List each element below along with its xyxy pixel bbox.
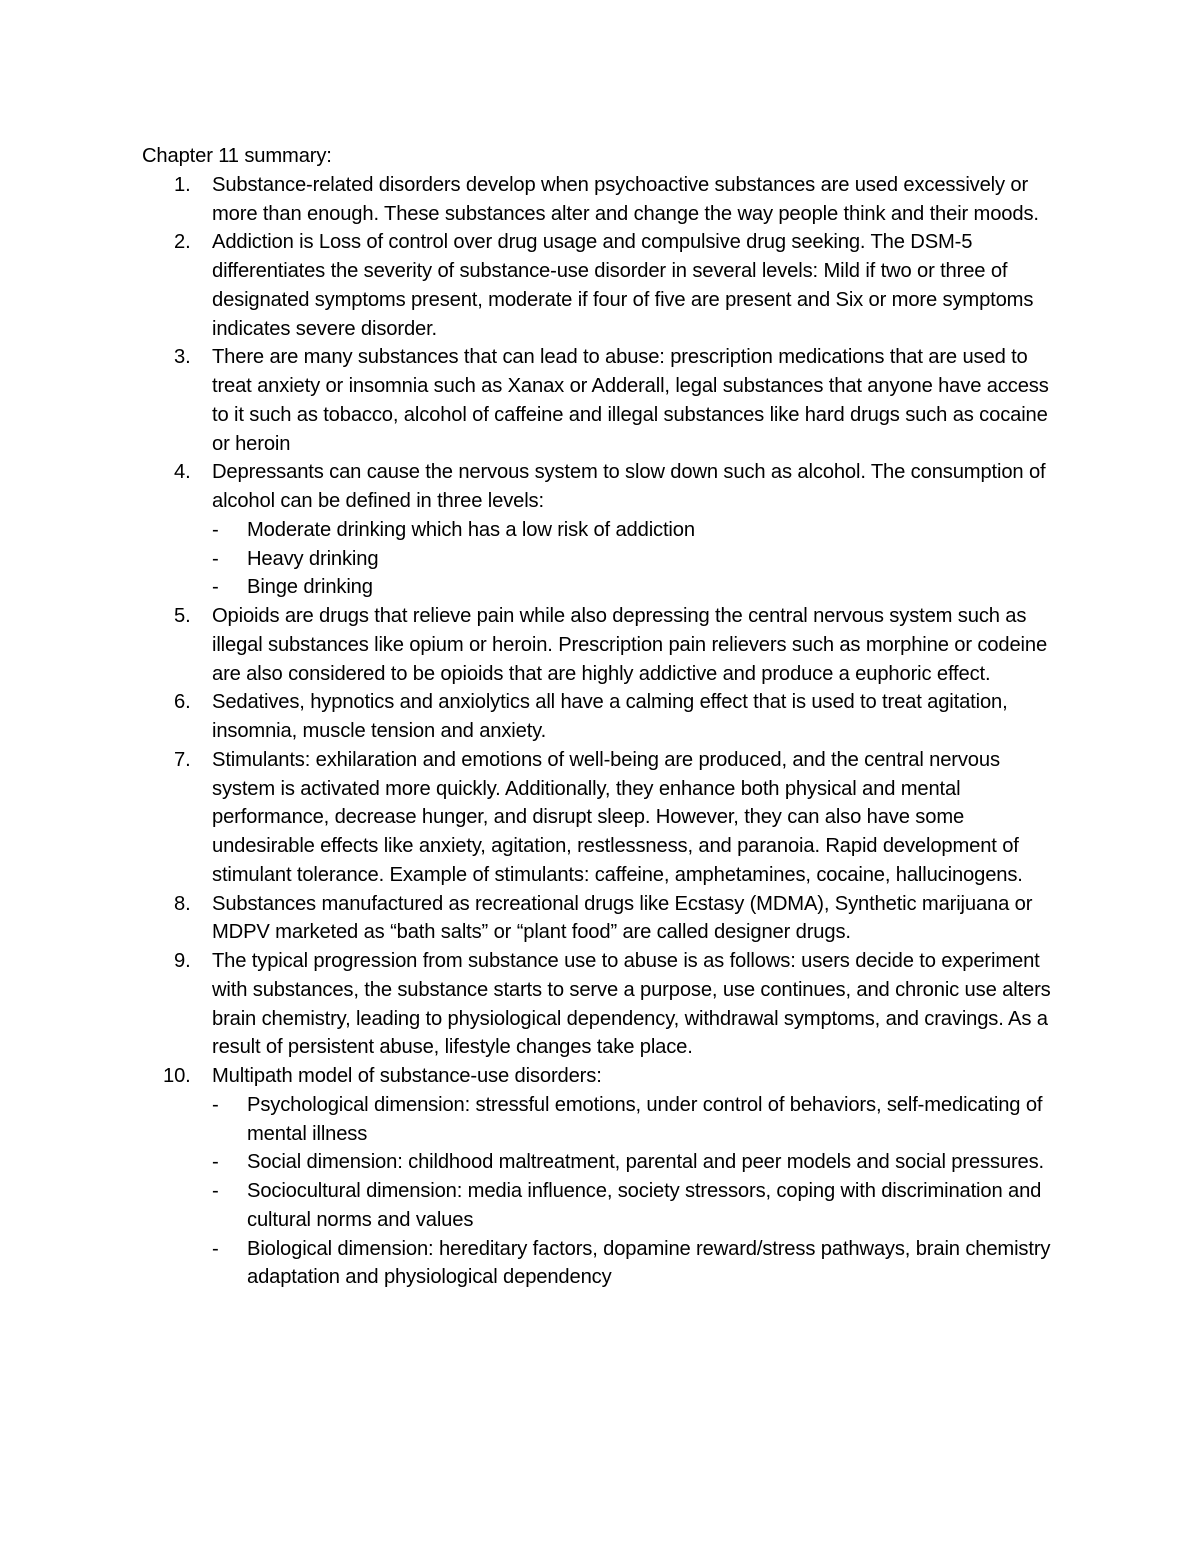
list-item-number: 4. (174, 461, 191, 484)
list-item-number: 1. (174, 173, 191, 196)
list-item-text: Depressants can cause the nervous system to slow down such as alcohol. The consumption of alcohol can be defined in three levels: (212, 461, 1046, 512)
sub-list-item-text: Heavy drinking (247, 547, 379, 570)
dash-bullet: - (212, 518, 219, 541)
list-item-number: 8. (174, 892, 191, 915)
dash-bullet: - (212, 576, 219, 599)
sub-list-item-text: Biological dimension: hereditary factors, dopamine reward/stress pathways, brain chemistry adaptation and physiological dependency (247, 1237, 1051, 1289)
list-item-number: 7. (174, 748, 191, 771)
list-item-text: Sedatives, hypnotics and anxiolytics all have a calming effect that is used to treat agitation, insomnia, muscle tension and anxiety. (212, 691, 1008, 742)
dash-bullet: - (212, 1093, 219, 1116)
list-item (142, 228, 1067, 343)
list-item-text: Opioids are drugs that relieve pain while also depressing the central nervous system such as illegal substances like opium or heroin. Prescription pain relievers such as morphine or codeine are also considered to be opioids that are highly addictive and produce a euphoric effect. (212, 605, 1048, 685)
list-item-number: 9. (174, 950, 191, 972)
list-item (142, 602, 1067, 688)
summary-list (142, 171, 1067, 1292)
list-item (142, 458, 1067, 602)
document-content (142, 142, 1067, 1292)
sub-list-item (212, 1148, 1067, 1177)
dash-bullet: - (212, 1237, 219, 1260)
sub-list-item-text: Sociocultural dimension: media influence, society stressors, coping with discrimination and cultural norms and values (247, 1180, 1042, 1231)
list-item (142, 1062, 1067, 1292)
dash-bullet: - (212, 1180, 219, 1202)
document-title: Chapter 11 summary: (142, 145, 332, 167)
list-item-number: 5. (174, 605, 191, 627)
list-item-number: 10. (163, 1065, 191, 1087)
list-item-number: 3. (174, 346, 191, 369)
list-item-text: The typical progression from substance use to abuse is as follows: users decide to experiment with substances, the substance starts to serve a purpose, use continues, and chronic use alters brain chemistry, leading to physiological dependency, withdrawal symptoms, and cravings. As a result of persistent abuse, lifestyle changes take place. (212, 950, 1051, 1059)
sub-list-item (212, 516, 1067, 545)
list-item-text: Stimulants: exhilaration and emotions of well-being are produced, and the central nervous system is activated more quickly. Additionally, they enhance both physical and mental performance, decrease hunger, and disrupt sleep. However, they can also have some undesirable effects like anxiety, agitation, restlessness, and paranoia. Rapid development of stimulant tolerance. Example of stimulants: caffeine, amphetamines, cocaine, hallucinogens. (212, 748, 1023, 886)
list-item-text: Addiction is Loss of control over drug usage and compulsive drug seeking. The DSM-5 differentiates the severity of substance-use disorder in several levels: Mild if two or three of designated symptoms present, moderate if four of five are present and Six or more symptoms indicates severe disorder. (212, 231, 1034, 340)
list-item-text: Substance-related disorders develop when psychoactive substances are used excessively or more than enough. These substances alter and change the way people think and their moods. (212, 173, 1039, 225)
list-item (142, 171, 1067, 229)
list-item-text: Substances manufactured as recreational drugs like Ecstasy (MDMA), Synthetic marijuana or MDPV marketed as “bath salts” or “plant food” are called designer drugs. (212, 892, 1033, 944)
list-item-text: There are many substances that can lead to abuse: prescription medications that are used to treat anxiety or insomnia such as Xanax or Adderall, legal substances that anyone have access to it such as tobacco, alcohol of caffeine and illegal substances like hard drugs such as cocaine or heroin (212, 346, 1049, 455)
sub-list (212, 1091, 1067, 1292)
sub-list-item-text: Moderate drinking which has a low risk of addiction (247, 518, 695, 541)
sub-list-item-text: Psychological dimension: stressful emotions, under control of behaviors, self-medicating of mental illness (247, 1093, 1043, 1145)
list-item-number: 2. (174, 231, 191, 254)
list-item (142, 688, 1067, 746)
sub-list (212, 516, 1067, 602)
list-item (142, 890, 1067, 948)
list-item (142, 746, 1067, 890)
list-item (142, 947, 1067, 1062)
sub-list-item-text: Binge drinking (247, 576, 373, 599)
sub-list-item (212, 1235, 1067, 1293)
list-item (142, 343, 1067, 458)
dash-bullet: - (212, 547, 219, 570)
list-item-number: 6. (174, 691, 191, 714)
list-item-text: Multipath model of substance-use disorders: (212, 1065, 602, 1087)
sub-list-item (212, 1091, 1067, 1149)
dash-bullet: - (212, 1151, 219, 1174)
sub-list-item-text: Social dimension: childhood maltreatment, parental and peer models and social pressures. (247, 1151, 1044, 1174)
sub-list-item (212, 573, 1067, 602)
sub-list-item (212, 545, 1067, 574)
sub-list-item (212, 1177, 1067, 1235)
